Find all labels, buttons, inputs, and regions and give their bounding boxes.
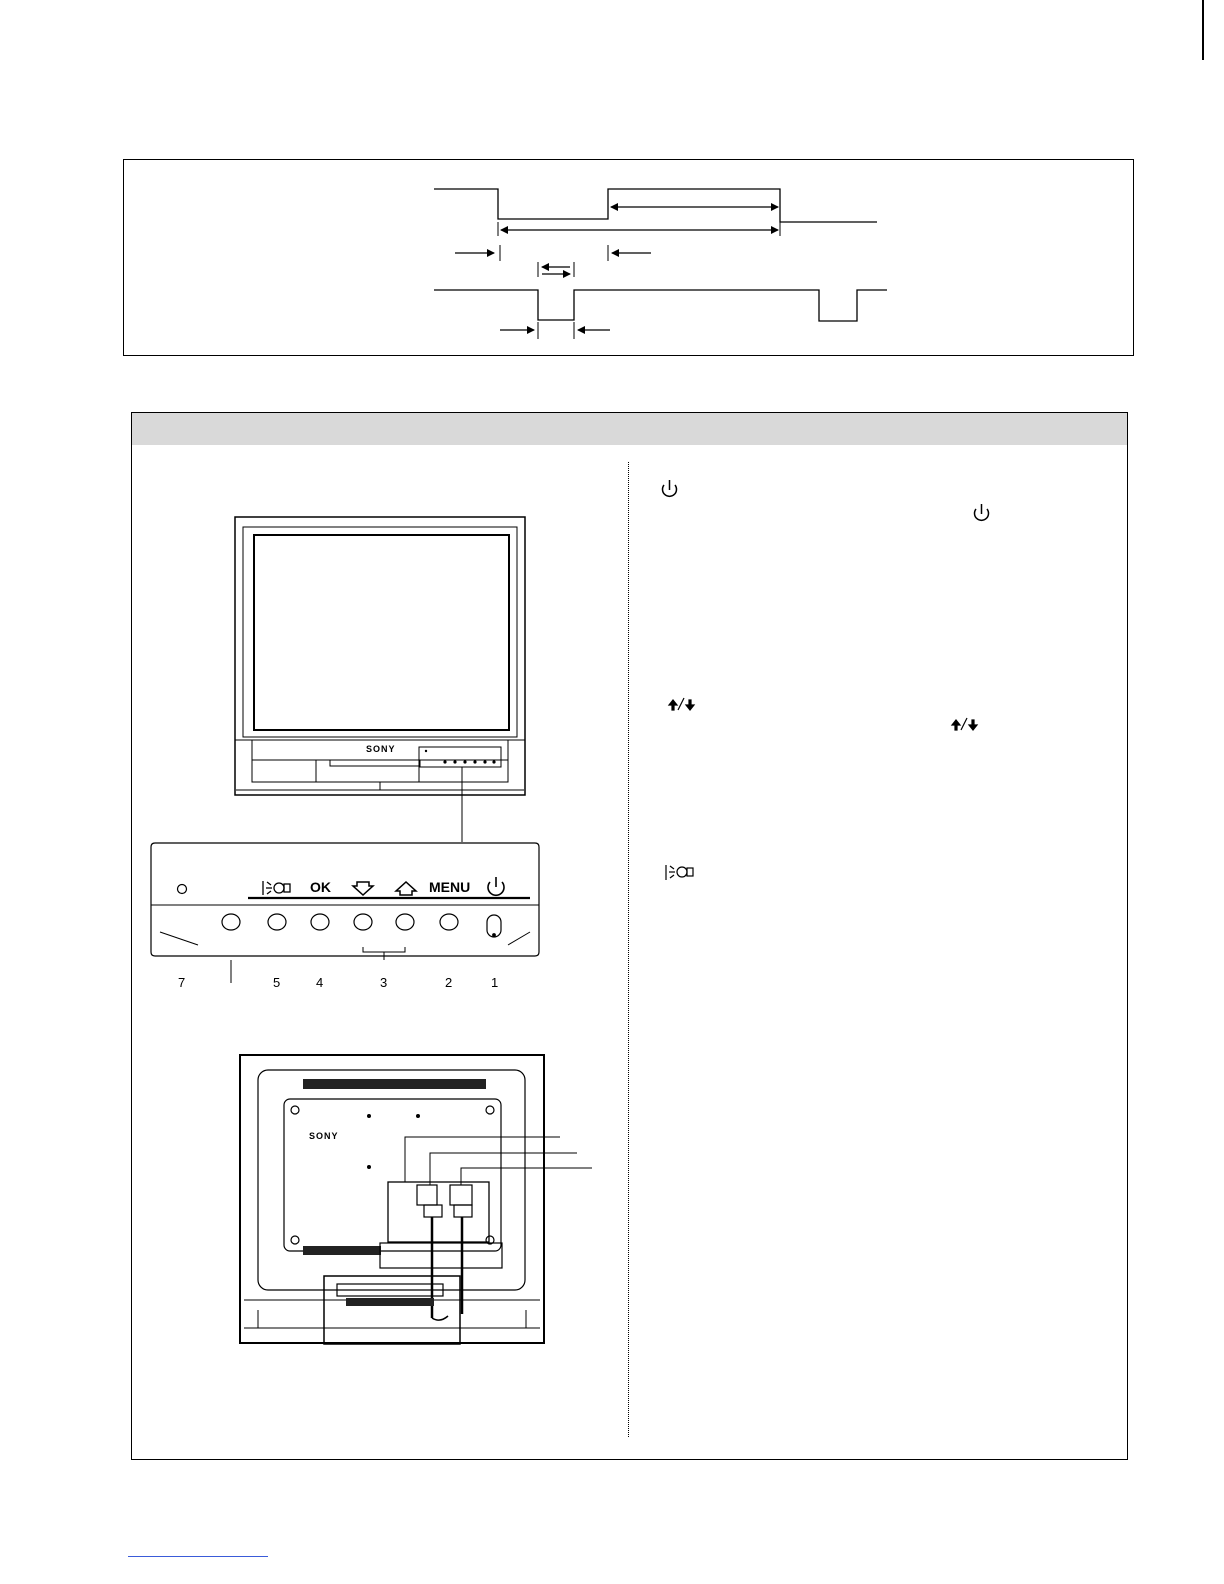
brand-logo-rear: SONY	[309, 1131, 339, 1141]
callout-number: 4	[316, 975, 324, 990]
brand-logo-front: SONY	[366, 744, 396, 754]
callout-number: 1	[491, 975, 499, 990]
power-icon	[663, 480, 677, 496]
up-down-arrows-icon	[952, 718, 977, 730]
callout-number: 5	[273, 975, 281, 990]
menu-button-label: MENU	[429, 879, 471, 895]
eco-mode-icon	[666, 865, 693, 880]
callout-number: 2	[445, 975, 453, 990]
callout-number: 3	[380, 975, 388, 990]
up-down-arrows-icon	[669, 698, 694, 710]
ok-button-label: OK	[310, 879, 331, 895]
callout-number: 7	[178, 975, 186, 990]
power-icon	[975, 504, 989, 520]
